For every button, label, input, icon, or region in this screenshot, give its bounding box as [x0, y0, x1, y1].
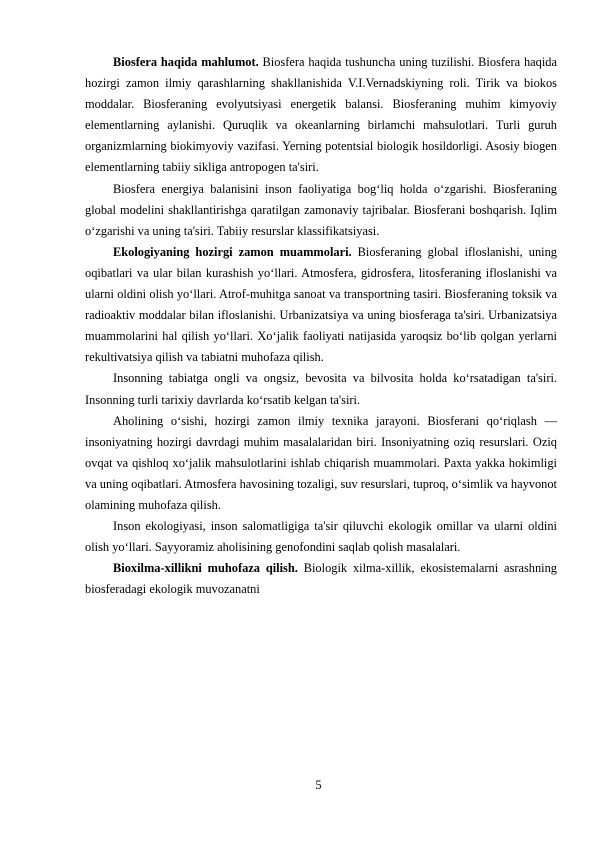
paragraph-biodiversity	[85, 558, 557, 600]
paragraph-population-growth	[85, 411, 557, 516]
heading-biodiversity: Bioxilma-xillikni muhofaza qilish.	[113, 561, 298, 576]
paragraph-biosphere-energy	[85, 179, 557, 242]
paragraph-text: Biosferaning global ifloslanishi, uning oqibatlari va ular bilan kurashish yo‘llari. Atmosfera, gidrosfera, litosferaning ifloslanishi va ularni oldini olish yo‘llari. Atrof-muhitga sanoat va transportning tasiri. Biosferaning toksik va radioaktiv moddalar bilan ifloslanishi. Urbanizatsiya va uning biosferaga ta'siri. Urbanizatsiya muammolarini hal qilish yo‘llari. Xo‘jalik faoliyati natijasida yaroqsiz bo‘lib qolgan yerlarni rekultivatsiya qilish va tabiatni muhofaza qilish.	[85, 244, 557, 365]
heading-ecology-problems: Ekologiyaning hozirgi zamon muammolari.	[113, 244, 352, 259]
paragraph-text: Inson ekologiyasi, inson salomatligiga ta'sir qiluvchi ekologik omillar va ularni oldini olish yo‘llari. Sayyoramiz aholisining genofondini saqlab qolish masalalari.	[85, 519, 557, 555]
paragraph-ecology-problems	[85, 242, 557, 369]
paragraph-human-ecology	[85, 516, 557, 558]
heading-biosphere-info: Biosfera haqida mahlumot.	[113, 55, 259, 69]
paragraph-human-impact	[85, 368, 557, 410]
paragraph-text: Aholining o‘sishi, hozirgi zamon ilmiy texnika jarayoni. Biosferani qo‘riqlash — insoniyatning hozirgi davrdagi muhim masalalaridan biri. Insoniyatning oziq resurslari. Oziq ovqat va qishloq xo‘jalik mahsulotlarini ishlab chiqarish muammolari. Paxta yakka hokimligi va uning oqibatlari. Atmosfera havosining tozaligi, suv resurslari, tuproq, o‘simlik va hayvonot olamining muhofaza qilish.	[85, 413, 557, 512]
document-page	[85, 52, 557, 600]
paragraph-text: Biosfera haqida tushuncha uning tuzilishi. Biosfera haqida hozirgi zamon ilmiy qarashlarning shakllanishida V.I.Vernadskiyning roli. Tirik va biokos moddalar. Biosferaning evolyutsiyasi energetik balansi. Biosferaning muhim kimyoviy elementlarning aylanishi. Quruqlik va okeanlarning birlamchi mahsulotlari. Turli guruh organizmlarning biokimyoviy vazifasi. Yerning potentsial biologik hosildorligi. Asosiy biogen elementlarning tabiiy sikliga antropogen ta'siri.	[85, 55, 557, 175]
paragraph-text: Biologik xilma-xillik, ekosistemalarni asrashning biosferadagi ekologik muvozanatni	[85, 561, 558, 597]
page-number: 5	[315, 778, 322, 792]
paragraph-text: Biosfera energiya balanisini inson faoliyatiga bog‘liq holda o‘zgarishi. Biosferaning global modelini shakllantirishga qaratilgan zamonaviy tajribalar. Biosferani boshqarish. Iqlim o‘zgarishi va uning ta'siri. Tabiiy resurslar klassifikatsiyasi.	[85, 181, 557, 238]
paragraph-text: Insonning tabiatga ongli va ongsiz, bevosita va bilvosita holda ko‘rsatadigan ta'siri. Insonning turli tarixiy davrlarda ko‘rsatib kelgan ta'siri.	[85, 371, 557, 407]
paragraph-biosphere-info	[85, 52, 557, 179]
